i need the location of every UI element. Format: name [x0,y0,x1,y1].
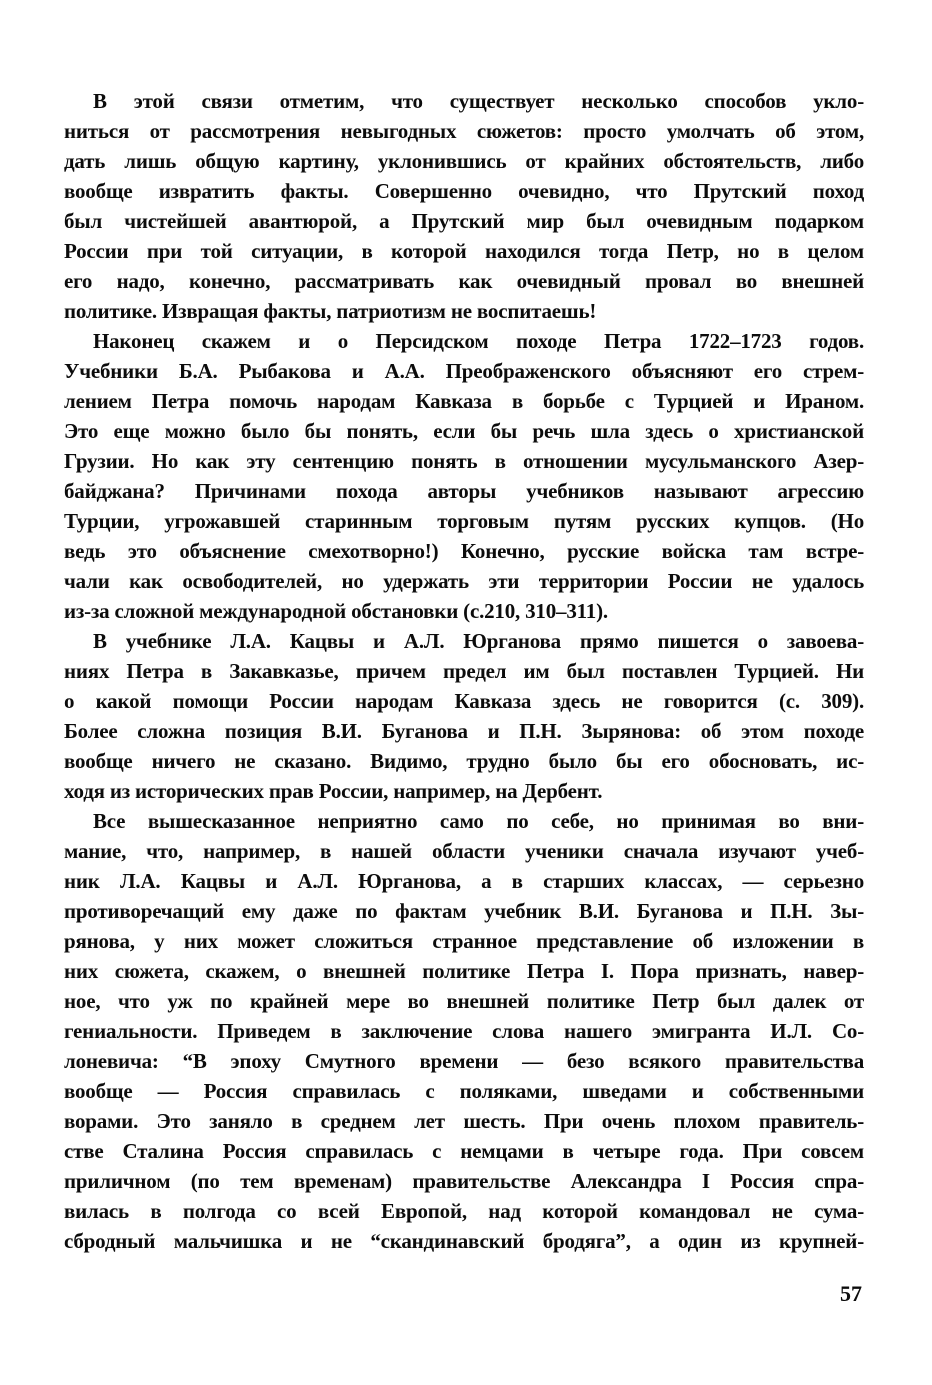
text-line: В учебнике Л.А. Кацвы и А.Л. Юрганова прямо пишется о завоева- [93,629,864,653]
text-line: дать лишь общую картину, уклонившись от крайних обстоятельств, либо [64,149,864,173]
text-line: ворами. Это заняло в среднем лет шесть. При очень плохом правитель- [64,1109,864,1133]
text-line: из-за сложной международной обстановки (с.210, 310–311). [64,599,608,623]
text-line: приличном (по тем временам) правительстве Александра I Россия спра- [64,1169,864,1193]
text-line: Учебники Б.А. Рыбакова и А.А. Преображенского объясняют его стрем- [64,359,864,383]
text-line: Грузии. Но как эту сентенцию понять в отношении мусульманского Азер- [64,449,864,473]
text-line: сбродный мальчишка и не “скандинавский бродяга”, а один из крупней- [64,1229,864,1253]
page-number: 57 [840,1281,862,1306]
text-line: гениальности. Приведем в заключение слова нашего эмигранта И.Л. Со- [64,1019,864,1043]
text-line: Это еще можно было бы понять, если бы речь шла здесь о христианской [64,419,864,443]
text-line: ведь это объяснение смехотворно!) Конечно, русские войска там встре- [64,539,864,563]
text-line: вообще — Россия справилась с поляками, шведами и собственными [64,1079,864,1103]
text-line: Наконец скажем и о Персидском походе Петра 1722–1723 годов. [93,329,864,353]
text-line: мание, что, например, в нашей области ученики сначала изучают учеб- [64,839,864,863]
text-line: ное, что уж по крайней мере во внешней политике Петр был далек от [64,989,864,1013]
text-line: ходя из исторических прав России, например, на Дербент. [64,779,603,803]
text-line: ниться от рассмотрения невыгодных сюжетов: просто умолчать об этом, [64,119,864,143]
text-line: лоневича: “В эпоху Смутного времени — безо всякого правительства [64,1049,864,1073]
text-line: стве Сталина Россия справилась с немцами в четыре года. При совсем [64,1139,864,1163]
text-line: Все вышесказанное неприятно само по себе, но принимая во вни- [93,809,864,833]
text-line: Более сложна позиция В.И. Буганова и П.Н. Зырянова: об этом походе [64,719,864,743]
text-line: ниях Петра в Закавказье, причем предел им был поставлен Турцией. Ни [64,659,864,683]
text-line: Турции, угрожавшей старинным торговым путям русских купцов. (Но [64,509,864,533]
text-line: России при той ситуации, в которой находился тогда Петр, но в целом [64,239,864,263]
text-line: противоречащий ему даже по фактам учебник В.И. Буганова и П.Н. Зы- [64,899,864,923]
text-line: лением Петра помочь народам Кавказа в борьбе с Турцией и Ираном. [64,389,864,413]
text-line: был чистейшей авантюрой, а Прутский мир был очевидным подарком [64,209,864,233]
text-line: рянова, у них может сложиться странное представление об изложении в [64,929,864,953]
text-line: вообще ничего не сказано. Видимо, трудно было бы его обосновать, ис- [64,749,864,773]
text-line: В этой связи отметим, что существует несколько способов укло- [93,89,864,113]
text-line: вилась в полгода со всей Европой, над которой командовал не сума- [64,1199,864,1223]
text-line: о какой помощи России народам Кавказа здесь не говорится (с. 309). [64,689,864,713]
text-line: байджана? Причинами похода авторы учебников называют агрессию [64,479,864,503]
text-line: вообще извратить факты. Совершенно очевидно, что Прутский поход [64,179,864,203]
text-line: его надо, конечно, рассматривать как очевидный провал во внешней [64,269,864,293]
text-line: ник Л.А. Кацвы и А.Л. Юрганова, а в старших классах, — серьезно [64,869,864,893]
text-block [64,86,864,1256]
text-line: чали как освободителей, но удержать эти территории России не удалось [64,569,864,593]
text-line: политике. Извращая факты, патриотизм не воспитаешь! [64,299,597,323]
text-line: них сюжета, скажем, о внешней политике Петра I. Пора признать, навер- [64,959,864,983]
